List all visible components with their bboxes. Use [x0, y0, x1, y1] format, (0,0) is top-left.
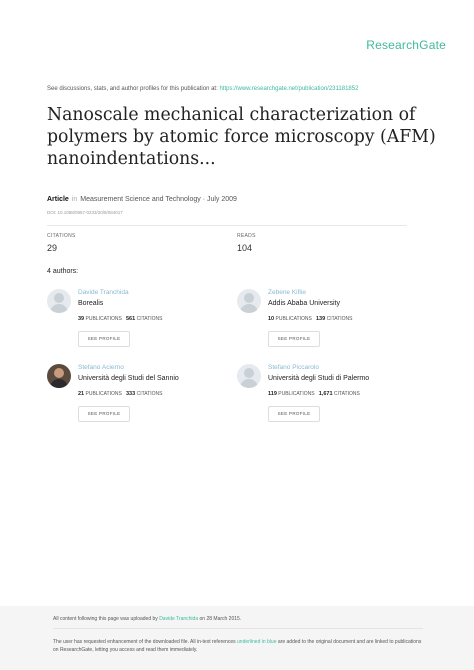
see-profile-button[interactable]: SEE PROFILE: [268, 406, 320, 422]
publications-label: PUBLICATIONS: [85, 391, 122, 397]
author-institution: Addis Ababa University: [268, 300, 340, 307]
citations-label: CITATIONS: [47, 233, 76, 239]
see-profile-button[interactable]: SEE PROFILE: [78, 331, 130, 347]
author-name[interactable]: Stefano Acierno: [78, 364, 124, 371]
author-stats: [268, 316, 353, 322]
upload-date: on 28 March 2015.: [199, 616, 242, 622]
citations-label: CITATIONS: [136, 391, 163, 397]
paper-title: Nanoscale mechanical characterization of polymers by atomic force microscopy (AFM) nanoindentations...: [47, 105, 436, 169]
intro-text: See discussions, stats, and author profiles for this publication at:: [47, 86, 218, 92]
avatar-placeholder-icon: [237, 364, 261, 388]
author-card: [237, 289, 437, 351]
researchgate-logo[interactable]: ResearchGate: [366, 38, 446, 52]
paper-meta: [47, 196, 237, 203]
avatar-placeholder-icon: [237, 289, 261, 313]
see-profile-button[interactable]: SEE PROFILE: [78, 406, 130, 422]
publication-link[interactable]: https://www.researchgate.net/publication/231181852: [219, 86, 359, 92]
enhancement-text-end: are added to the original document and are linked to publications on ResearchGate, letting you access and read them immediately.: [53, 639, 422, 653]
author-institution: Borealis: [78, 300, 104, 307]
publications-count: 21: [78, 391, 85, 397]
authors-heading: 4 authors:: [47, 268, 79, 275]
enhancement-note: [53, 638, 423, 654]
footer-divider: [53, 628, 423, 629]
reads-value: 104: [237, 243, 253, 253]
upload-note-text: All content following this page was uploaded by: [53, 616, 158, 622]
author-stats: [268, 391, 360, 397]
citations-label: CITATIONS: [333, 391, 360, 397]
citations-count: 1,671: [318, 391, 333, 397]
upload-note: [53, 616, 241, 622]
article-type-suffix: in: [71, 196, 78, 203]
publications-count: 10: [268, 316, 275, 322]
publications-count: 119: [268, 391, 277, 397]
article-type: Article: [47, 196, 69, 203]
author-name[interactable]: Stefano Piccarolo: [268, 364, 319, 371]
author-name[interactable]: Davide Tranchida: [78, 289, 129, 296]
citations-label: CITATIONS: [326, 316, 353, 322]
author-institution: Università degli Studi di Palermo: [268, 375, 370, 382]
author-institution: Università degli Studi del Sannio: [78, 375, 179, 382]
author-photo: [47, 364, 71, 388]
venue: Measurement Science and Technology · July 2009: [80, 196, 237, 203]
profile-intro: [47, 86, 358, 92]
citations-count: 561: [126, 316, 136, 322]
author-stats: [78, 316, 163, 322]
citations-count: 139: [316, 316, 326, 322]
enhancement-text: The user has requested enhancement of the downloaded file. All in-text references: [53, 639, 236, 645]
publications-label: PUBLICATIONS: [275, 316, 312, 322]
reads-label: READS: [237, 233, 256, 239]
publications-count: 39: [78, 316, 85, 322]
author-card: [237, 364, 437, 426]
publications-label: PUBLICATIONS: [85, 316, 122, 322]
doi: DOI: 10.1088/0957-0233/20/8/084017: [47, 210, 123, 215]
publications-label: PUBLICATIONS: [278, 391, 315, 397]
author-card: [47, 289, 247, 351]
citations-stat: [47, 233, 76, 253]
avatar-placeholder-icon: [47, 289, 71, 313]
uploader-link[interactable]: Davide Tranchida: [159, 616, 199, 622]
citations-count: 333: [126, 391, 136, 397]
see-profile-button[interactable]: SEE PROFILE: [268, 331, 320, 347]
citations-value: 29: [47, 243, 58, 253]
underlined-link-sample[interactable]: underlined in blue: [237, 639, 277, 645]
reads-stat: [237, 233, 256, 253]
author-card: [47, 364, 247, 426]
citations-label: CITATIONS: [136, 316, 163, 322]
author-stats: [78, 391, 163, 397]
divider: [47, 225, 407, 226]
author-name[interactable]: Zebene Kiflie: [268, 289, 306, 296]
